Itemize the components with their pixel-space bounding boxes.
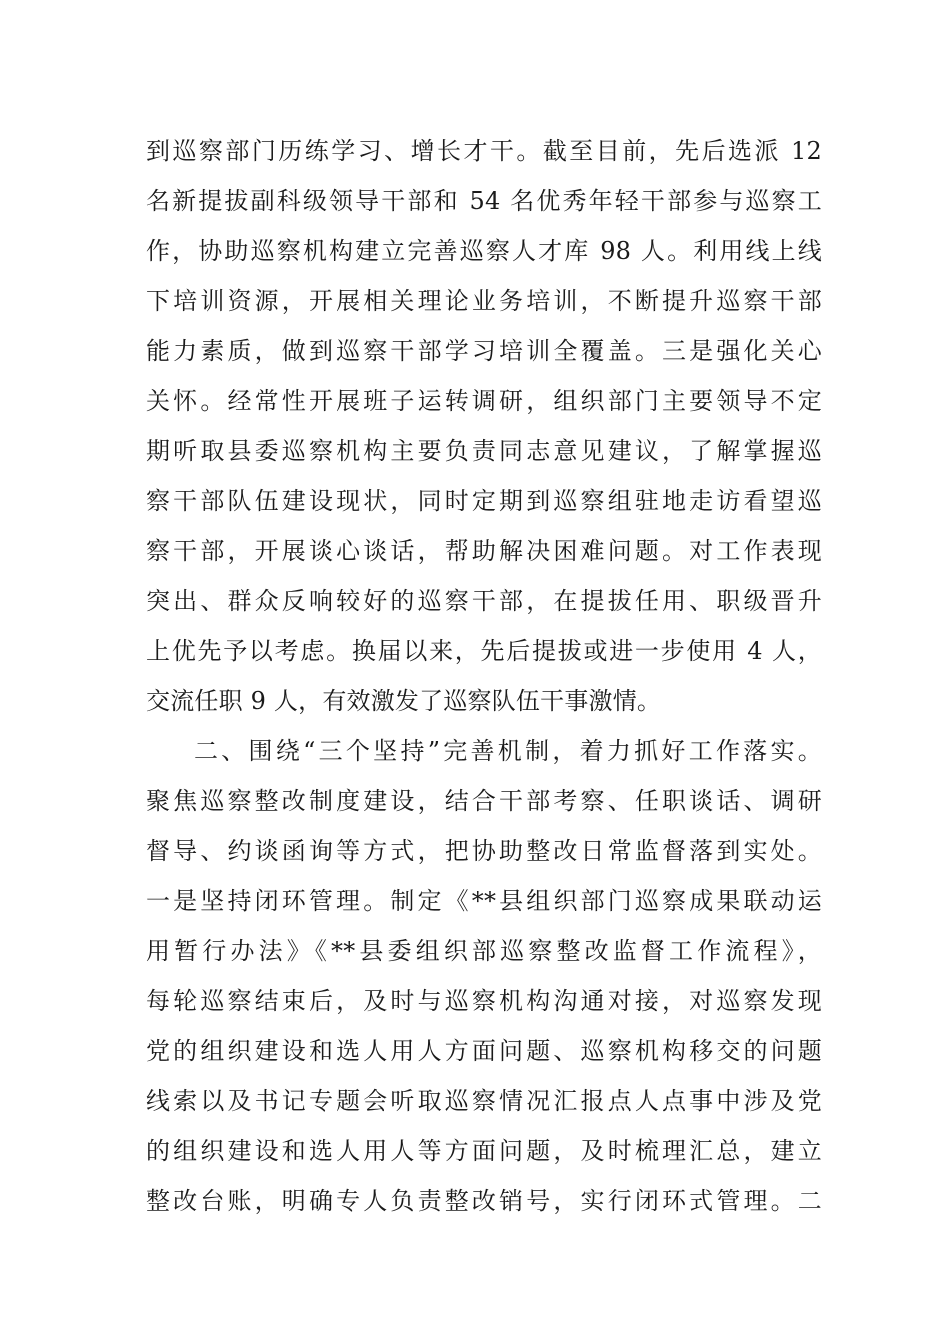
- text-line: 作，协助巡察机构建立完善巡察人才库 98 人。利用线上线: [146, 237, 822, 265]
- text-line: 期听取县委巡察机构主要负责同志意见建议，了解掌握巡: [146, 437, 822, 465]
- text-line: 每轮巡察结束后，及时与巡察机构沟通对接，对巡察发现: [146, 987, 822, 1015]
- text-line: 能力素质，做到巡察干部学习培训全覆盖。三是强化关心: [146, 337, 822, 365]
- text-line: 一是坚持闭环管理。制定《**县组织部门巡察成果联动运: [146, 887, 822, 915]
- section-heading: 二、围绕“三个坚持”完善机制，着力抓好工作落实。: [194, 737, 822, 765]
- text-line: 上优先予以考虑。换届以来，先后提拔或进一步使用 4 人，: [146, 637, 822, 665]
- text-line: 线索以及书记专题会听取巡察情况汇报点人点事中涉及党: [146, 1087, 822, 1115]
- text-line: 下培训资源，开展相关理论业务培训，不断提升巡察干部: [146, 287, 822, 315]
- text-line: 督导、约谈函询等方式，把协助整改日常监督落到实处。: [146, 837, 822, 865]
- text-line: 察干部，开展谈心谈话，帮助解决困难问题。对工作表现: [146, 537, 822, 565]
- text-line: 突出、群众反响较好的巡察干部，在提拔任用、职级晋升: [146, 587, 822, 615]
- text-line: 关怀。经常性开展班子运转调研，组织部门主要领导不定: [146, 387, 822, 415]
- text-line: 的组织建设和选人用人等方面问题，及时梳理汇总，建立: [146, 1137, 822, 1165]
- text-line: 聚焦巡察整改制度建设，结合干部考察、任职谈话、调研: [146, 787, 822, 815]
- text-line: 名新提拔副科级领导干部和 54 名优秀年轻干部参与巡察工: [146, 187, 822, 215]
- text-line: 交流任职 9 人，有效激发了巡察队伍干事激情。: [146, 687, 662, 715]
- text-line: 用暂行办法》《**县委组织部巡察整改监督工作流程》，: [146, 937, 822, 965]
- text-line: 整改台账，明确专人负责整改销号，实行闭环式管理。二: [146, 1187, 822, 1215]
- text-line: 党的组织建设和选人用人方面问题、巡察机构移交的问题: [146, 1037, 822, 1065]
- text-line: 察干部队伍建设现状，同时定期到巡察组驻地走访看望巡: [146, 487, 822, 515]
- text-line: 到巡察部门历练学习、增长才干。截至目前，先后选派 12: [146, 137, 822, 165]
